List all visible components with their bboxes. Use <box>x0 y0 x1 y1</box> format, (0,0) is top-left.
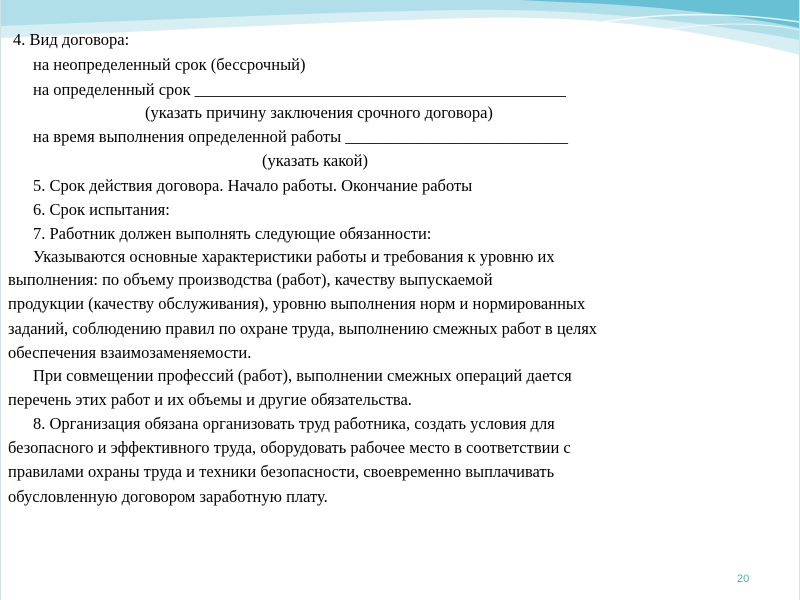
option-fixed-term: на определенный срок _____________________________________________ <box>33 80 566 99</box>
slide-number: 20 <box>737 573 750 585</box>
option-indefinite-term: на неопределенный срок (бессрочный) <box>33 55 306 74</box>
paragraph-line: безопасного и эффективного труда, оборудовать рабочее место в соответствии с <box>8 438 571 457</box>
paragraph-line: перечень этих работ и их объемы и другие обязательства. <box>8 390 412 409</box>
section-8-heading: 8. Организация обязана организовать труд работника, создать условия для <box>33 414 555 433</box>
section-5-heading: 5. Срок действия договора. Начало работы. Окончание работы <box>33 176 473 195</box>
option-specific-work: на время выполнения определенной работы ___________________________ <box>33 127 569 146</box>
paragraph-line: выполнения: по объему производства (работ), качеству выпускаемой <box>8 270 493 289</box>
section-7-heading: 7. Работник должен выполнять следующие обязанности: <box>33 224 432 243</box>
paragraph-line: Указываются основные характеристики работы и требования к уровню их <box>33 247 555 266</box>
paragraph-line: При совмещении профессий (работ), выполнении смежных операций дается <box>33 366 572 385</box>
paragraph-line: заданий, соблюдению правил по охране труда, выполнению смежных работ в целях <box>8 319 598 338</box>
paragraph-line: обусловленную договором заработную плату. <box>8 487 328 506</box>
section-4-heading: 4. Вид договора: <box>13 30 130 49</box>
paragraph-line: продукции (качеству обслуживания), уровню выполнения норм и нормированных <box>8 294 586 313</box>
specific-work-hint: (указать какой) <box>262 151 368 170</box>
fixed-term-reason-hint: (указать причину заключения срочного договора) <box>145 103 493 122</box>
paragraph-line: обеспечения взаимозаменяемости. <box>8 343 252 362</box>
paragraph-line: правилами охраны труда и техники безопасности, своевременно выплачивать <box>8 462 555 481</box>
section-6-heading: 6. Срок испытания: <box>33 200 170 219</box>
